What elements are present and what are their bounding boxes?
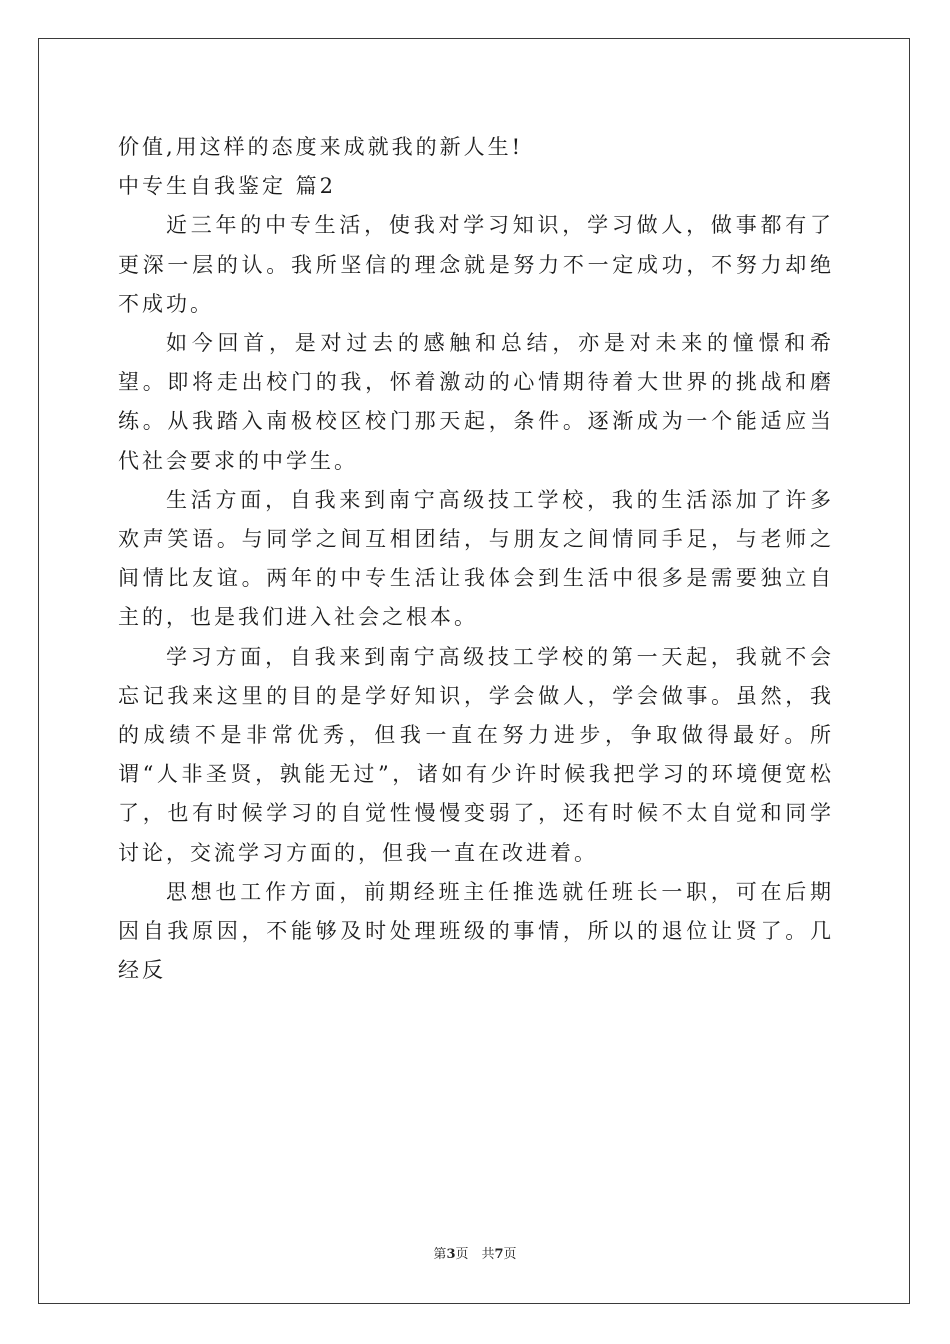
footer-middle: 页 共 — [455, 1247, 495, 1262]
paragraph-study: 学习方面，自我来到南宁高级技工学校的第一天起，我就不会忘记我来这里的目的是学好知识，学会做人，学会做事。虽然，我的成绩不是非常优秀，但我一直在努力进步，争取做得最好。所谓“人非圣贤，孰能无过”，诸如有少许时候我把学习的环境便宽松了，也有时候学习的自觉性慢慢变弱了，还有时候不太自觉和同学讨论，交流学习方面的，但我一直在改进着。 — [118, 644, 834, 865]
footer-total-pages: 7 — [494, 1247, 504, 1262]
paragraph-intro: 近三年的中专生活，使我对学习知识，学习做人，做事都有了更深一层的认。我所坚信的理念就是努力不一定成功，不努力却绝不成功。 — [118, 213, 834, 316]
footer-page-number: 3 — [446, 1247, 456, 1262]
section-heading: 中专生自我鉴定 篇2 — [118, 174, 337, 199]
footer-suffix: 页 — [503, 1247, 517, 1262]
paragraph-continuation: 价值,用这样的态度来成就我的新人生! — [118, 135, 524, 159]
paragraph-work: 思想也工作方面，前期经班主任推选就任班长一职，可在后期因自我原因，不能够及时处理班级的事情，所以的退位让贤了。几经反 — [118, 879, 834, 983]
document-body — [118, 128, 834, 990]
paragraph-reflection: 如今回首，是对过去的感触和总结，亦是对未来的憧憬和希望。即将走出校门的我，怀着激动的心情期待着大世界的挑战和磨练。从我踏入南极校区校门那天起，条件。逐渐成为一个能适应当代社会要求的中学生。 — [118, 331, 834, 473]
footer-prefix: 第 — [433, 1247, 447, 1262]
page-footer — [0, 1243, 950, 1262]
paragraph-life: 生活方面，自我来到南宁高级技工学校，我的生活添加了许多欢声笑语。与同学之间互相团结，与朋友之间情同手足，与老师之间情比友谊。两年的中专生活让我体会到生活中很多是需要独立自主的，也是我们进入社会之根本。 — [118, 487, 834, 630]
